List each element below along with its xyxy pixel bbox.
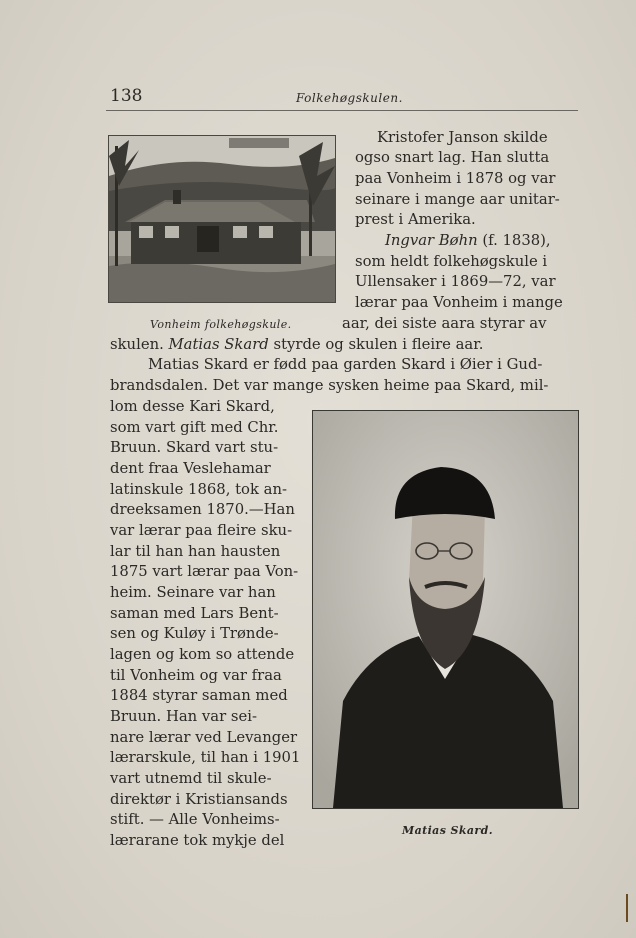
school-photo-caption: Vonheim folkehøgskule. — [150, 318, 292, 331]
text-line: latinskule 1868, tok an- — [110, 481, 287, 498]
text-line: Kristofer Janson skilde — [377, 129, 548, 146]
text-line: Bruun. Han var sei- — [110, 708, 257, 725]
running-title: Folkehøgskulen. — [296, 91, 403, 105]
matias-skard-portrait — [312, 410, 579, 809]
text-line: 1875 vart lærar paa Von- — [110, 563, 299, 580]
text-line: lom desse Kari Skard, — [110, 398, 275, 415]
text-line: ogso snart lag. Han slutta — [355, 149, 550, 166]
text-line — [110, 335, 483, 356]
text-line: direktør i Kristiansands — [110, 791, 288, 808]
text-line: Ullensaker i 1869—72, var — [355, 273, 556, 290]
text-line — [385, 231, 551, 252]
text-line: dreeksamen 1870.—Han — [110, 501, 295, 518]
text-line: 1884 styrar saman med — [110, 687, 288, 704]
text-line: lagen og kom so attende — [110, 646, 295, 663]
page-number: 138 — [110, 86, 143, 106]
text-fragment: skulen. — [110, 336, 169, 353]
person-name: Matias Skard — [168, 336, 269, 353]
text-line: vart utnemd til skule- — [110, 770, 272, 787]
text-line: heim. Seinare var han — [110, 584, 276, 601]
text-line: dent fraa Veslehamar — [110, 460, 271, 477]
page-edge-mark — [626, 894, 628, 922]
text-line: Bruun. Skard vart stu- — [110, 439, 279, 456]
header-rule — [106, 110, 578, 111]
text-fragment: (f. 1838), — [477, 232, 551, 249]
text-line: Matias Skard er fødd paa garden Skard i Øier i Gud- — [148, 356, 543, 373]
text-line: stift. — Alle Vonheims- — [110, 811, 280, 828]
text-line: nare lærar ved Levanger — [110, 729, 298, 746]
text-line: lærarane tok mykje del — [110, 832, 285, 849]
text-line: prest i Amerika. — [355, 211, 476, 228]
text-fragment: styrde og skulen i fleire aar. — [268, 336, 484, 353]
person-name: Ingvar Bøhn — [385, 232, 478, 249]
text-line: seinare i mange aar unitar- — [355, 191, 560, 208]
text-line: som heldt folkehøgskule i — [355, 253, 548, 270]
text-line: saman med Lars Bent- — [110, 605, 279, 622]
vonheim-school-photo — [108, 135, 336, 303]
text-line: paa Vonheim i 1878 og var — [355, 170, 556, 187]
text-line: sen og Kuløy i Trønde- — [110, 625, 279, 642]
text-line: som vart gift med Chr. — [110, 419, 279, 436]
text-line: aar, dei siste aara styrar av — [342, 315, 547, 332]
text-line: lærar paa Vonheim i mange — [355, 294, 563, 311]
text-line: var lærar paa fleire sku- — [110, 522, 293, 539]
text-line: lærarskule, til han i 1901 — [110, 749, 301, 766]
text-line: til Vonheim og var fraa — [110, 667, 282, 684]
text-line: brandsdalen. Det var mange sysken heime paa Skard, mil- — [110, 377, 549, 394]
text-line: lar til han han hausten — [110, 543, 281, 560]
portrait-caption: Matias Skard. — [402, 824, 493, 837]
